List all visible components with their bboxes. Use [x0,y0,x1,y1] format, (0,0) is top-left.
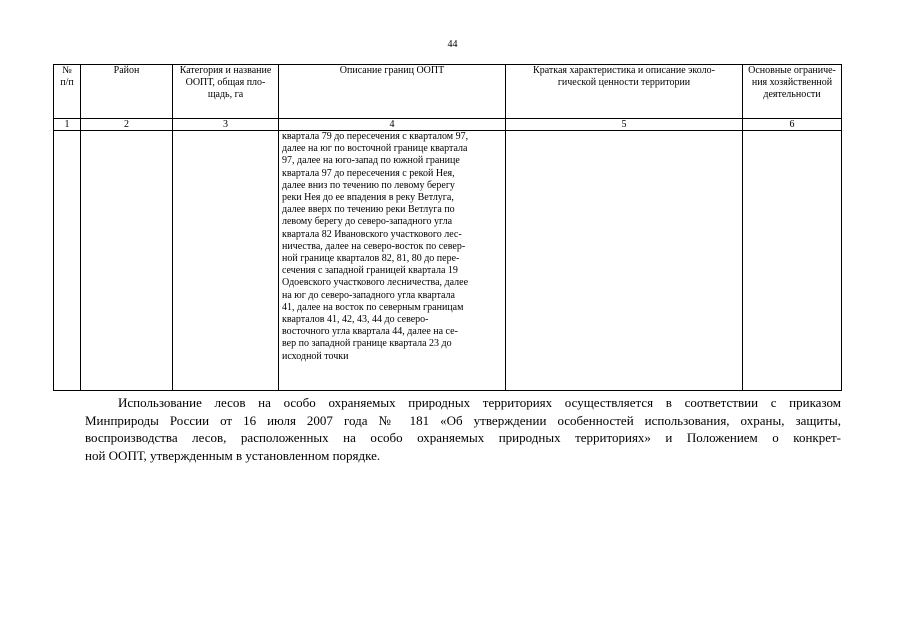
paragraph-line: Использование лесов на особо охраняемых природных территориях осуществляется в соответствии с приказом [118,395,841,410]
header-number: № п/п [54,65,81,119]
header-characteristics: Краткая характеристика и описание эколо- гической ценности территории [506,65,743,119]
table-header-row [54,65,842,119]
table-row [54,131,842,391]
header-restrictions: Основные ограниче- ния хозяйственной деятельности [743,65,842,119]
paragraph-line: воспроизводства лесов, расположенных на особо охраняемых природных территориях» и Положением о конкрет- [85,430,841,445]
cell-number [54,131,81,391]
column-number: 2 [81,119,173,131]
body-paragraph [85,394,841,464]
column-number: 6 [743,119,842,131]
cell-district [81,131,173,391]
column-number: 4 [279,119,506,131]
paragraph-line: Минприроды России от 16 июля 2007 года № 181 «Об утверждении особенностей использования, охраны, защиты, [85,412,841,428]
column-number: 5 [506,119,743,131]
cell-category [173,131,279,391]
boundaries-text: квартала 79 до пересечения с кварталом 97, далее на юг по восточной границе квартала 97, далее на юго-запад по южной границе квартала 97 до пересечения с рекой Нея, далее вниз по течению по левому берегу реки Нея до ее впадения в реку Ветлуга, далее вверх по течению реки Ветлуга по левому берегу до северо-западного угла квартала 82 Ивановского участкового лес- ничества, далее на северо-восток по север- ной границе кварталов 82, 81, 80 до пере- сечения с западной границей квартала 19 Одоевского участкового лесничества, далее на юг до северо-западного угла квартала 41, далее на восток по северным границам кварталов 41, 42, 43, 44 до северо- восточного угла квартала 44, далее на се- вер по западной границе квартала 23 до исходной точки [282,131,469,362]
header-category: Категория и название ООПТ, общая пло- щадь, га [173,65,279,119]
header-boundaries: Описание границ ООПТ [279,65,506,119]
page-number: 44 [447,39,458,50]
cell-restrictions [743,131,842,391]
column-number: 1 [54,119,81,131]
header-district: Район [81,65,173,119]
cell-characteristics [506,131,743,391]
column-number-row [54,119,842,131]
cell-boundaries [279,131,506,391]
oopt-table [53,64,842,391]
paragraph-line: ной ООПТ, утвержденным в установленном порядке. [85,447,381,463]
column-number: 3 [173,119,279,131]
